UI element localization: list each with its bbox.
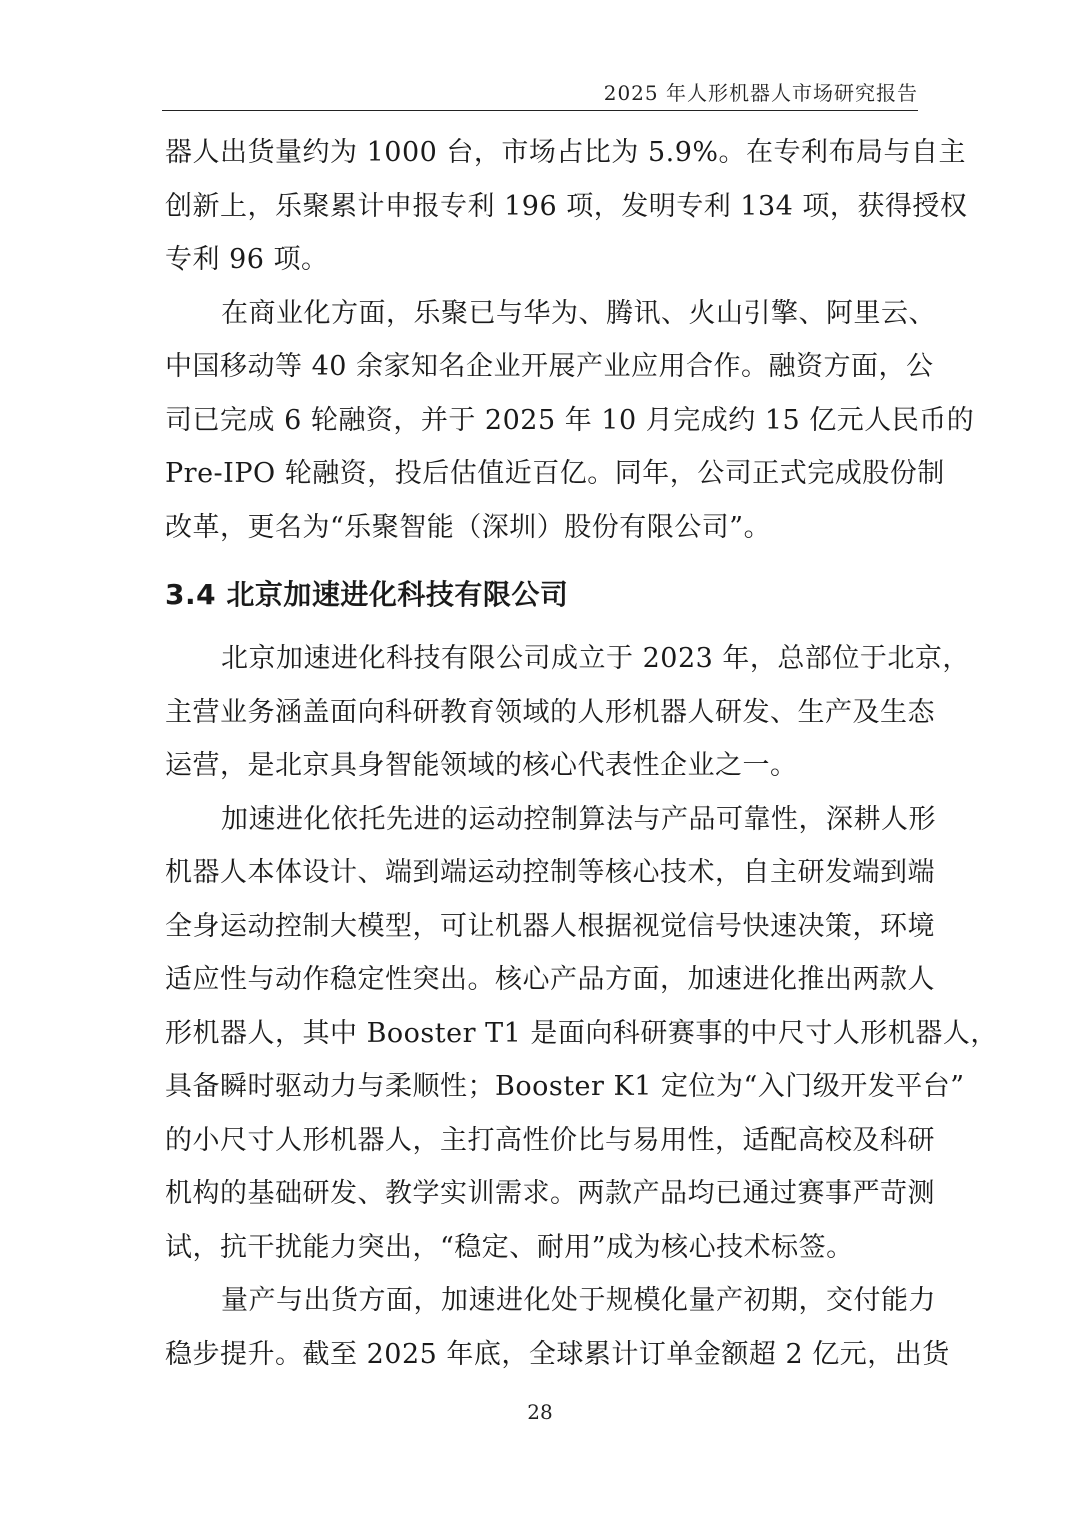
paragraph-production-shipments xyxy=(165,1274,950,1381)
section-heading: 3.4 北京加速进化科技有限公司 xyxy=(165,578,569,611)
text-line: 稳步提升。截至 2025 年底，全球累计订单金额超 2 亿元，出货 xyxy=(165,1338,950,1370)
text-line: 的小尺寸人形机器人，主打高性价比与易用性，适配高校及科研 xyxy=(165,1124,935,1156)
text-line: 形机器人，其中 Booster T1 是面向科研赛事的中尺寸人形机器人， xyxy=(165,1017,998,1049)
text-line: Pre-IPO 轮融资，投后估值近百亿。同年，公司正式完成股份制 xyxy=(165,458,945,489)
text-line: 改革，更名为“乐聚智能（深圳）股份有限公司”。 xyxy=(165,511,772,543)
header-divider xyxy=(162,110,918,111)
text-line: 机构的基础研发、教学实训需求。两款产品均已通过赛事严苛测 xyxy=(165,1178,935,1209)
text-line: 中国移动等 40 余家知名企业开展产业应用合作。融资方面，公 xyxy=(165,351,934,382)
text-line: 主营业务涵盖面向科研教育领域的人形机器人研发、生产及生态 xyxy=(165,696,935,728)
text-line: 在商业化方面，乐聚已与华为、腾讯、火山引擎、阿里云、 xyxy=(221,297,936,329)
text-line: 运营，是北京具身智能领域的核心代表性企业之一。 xyxy=(165,750,798,781)
text-line: 司已完成 6 轮融资，并于 2025 年 10 月完成约 15 亿元人民币的 xyxy=(165,404,975,436)
text-line: 专利 96 项。 xyxy=(165,244,329,275)
text-line: 具备瞬时驱动力与柔顺性；Booster K1 定位为“入门级开发平台” xyxy=(165,1071,965,1102)
text-line: 机器人本体设计、端到端运动控制等核心技术，自主研发端到端 xyxy=(165,857,935,888)
text-line: 创新上，乐聚累计申报专利 196 项，发明专利 134 项，获得授权 xyxy=(165,190,968,222)
text-line: 量产与出货方面，加速进化处于规模化量产初期，交付能力 xyxy=(221,1285,936,1316)
running-header: 2025 年人形机器人市场研究报告 xyxy=(603,81,918,105)
text-line: 试，抗干扰能力突出，“稳定、耐用”成为核心技术标签。 xyxy=(165,1231,854,1263)
paragraph-technology-products xyxy=(165,793,998,1275)
text-line: 器人出货量约为 1000 台，市场占比为 5.9%。在专利布局与自主 xyxy=(165,137,967,168)
text-line: 北京加速进化科技有限公司成立于 2023 年，总部位于北京， xyxy=(221,643,970,674)
text-line: 全身运动控制大模型，可让机器人根据视觉信号快速决策，环境 xyxy=(165,910,935,942)
page-number: 28 xyxy=(527,1400,553,1424)
body-text xyxy=(165,126,998,1381)
text-line: 加速进化依托先进的运动控制算法与产品可靠性，深耕人形 xyxy=(221,803,936,835)
paragraph-shipments-patents xyxy=(165,126,968,287)
paragraph-commercialization xyxy=(165,287,975,555)
paragraph-company-intro xyxy=(165,632,970,793)
text-line: 适应性与动作稳定性突出。核心产品方面，加速进化推出两款人 xyxy=(165,964,935,995)
